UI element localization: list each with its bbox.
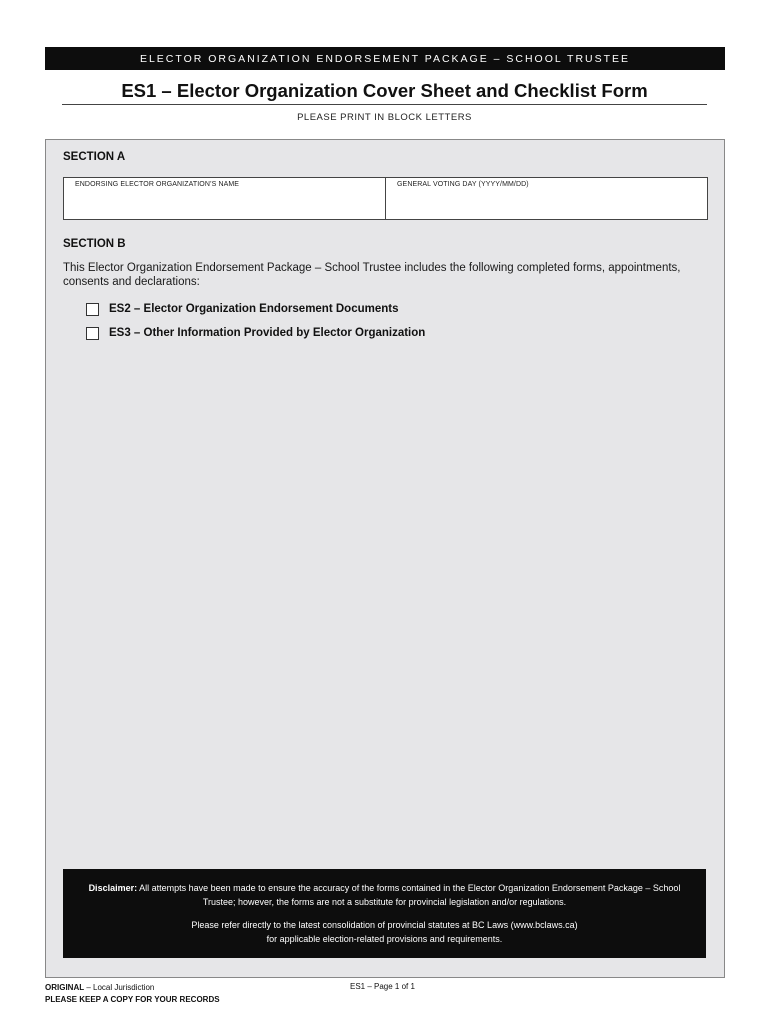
- footer-original-rest: – Local Jurisdiction: [84, 983, 155, 992]
- footer-original-label: ORIGINAL: [45, 983, 85, 992]
- section-a-fields: [63, 177, 708, 220]
- es2-checkbox[interactable]: [86, 303, 99, 316]
- footer-keep-copy: PLEASE KEEP A COPY FOR YOUR RECORDS: [45, 995, 220, 1004]
- voting-day-label: GENERAL VOTING DAY (YYYY/MM/DD): [397, 181, 529, 188]
- es3-label: ES3 – Other Information Provided by Elector Organization: [109, 327, 426, 339]
- es2-label: ES2 – Elector Organization Endorsement Documents: [109, 303, 399, 315]
- organization-name-field: [64, 178, 386, 219]
- es3-checkbox[interactable]: [86, 327, 99, 340]
- footer-page-number: ES1 – Page 1 of 1: [350, 982, 415, 991]
- footer-left: [45, 982, 220, 1006]
- organization-name-input[interactable]: [75, 197, 379, 215]
- refer-line-2: for applicable election-related provisions and requirements.: [266, 934, 503, 944]
- disclaimer-text: All attempts have been made to ensure the accuracy of the forms contained in the Elector Organization Endorsement Package – School Trustee; however, the forms are not a substitute for provincial legislation and/or regulations.: [139, 883, 681, 907]
- checklist-item-es2: [86, 301, 398, 317]
- title-divider: [62, 104, 707, 105]
- organization-name-label: ENDORSING ELECTOR ORGANIZATION’S NAME: [75, 181, 240, 188]
- section-a-heading: SECTION A: [63, 151, 126, 163]
- refer-line-1: Please refer directly to the latest consolidation of provincial statutes at BC Laws (www.bclaws.ca): [191, 920, 578, 930]
- checklist-item-es3: [86, 325, 425, 341]
- disclaimer-paragraph: [83, 881, 686, 909]
- section-b-heading: SECTION B: [63, 238, 126, 250]
- section-b-intro: This Elector Organization Endorsement Package – School Trustee includes the following completed forms, appointments, consents and declarations:: [63, 262, 681, 288]
- header-banner: ELECTOR ORGANIZATION ENDORSEMENT PACKAGE – SCHOOL TRUSTEE: [45, 47, 725, 70]
- voting-day-field: [386, 178, 707, 219]
- voting-day-input[interactable]: [397, 197, 701, 215]
- disclaimer-box: [63, 869, 706, 958]
- form-subtitle: PLEASE PRINT IN BLOCK LETTERS: [297, 112, 472, 123]
- disclaimer-refer: [83, 918, 686, 946]
- form-title: ES1 – Elector Organization Cover Sheet and Checklist Form: [121, 80, 648, 101]
- disclaimer-label: Disclaimer:: [88, 883, 138, 893]
